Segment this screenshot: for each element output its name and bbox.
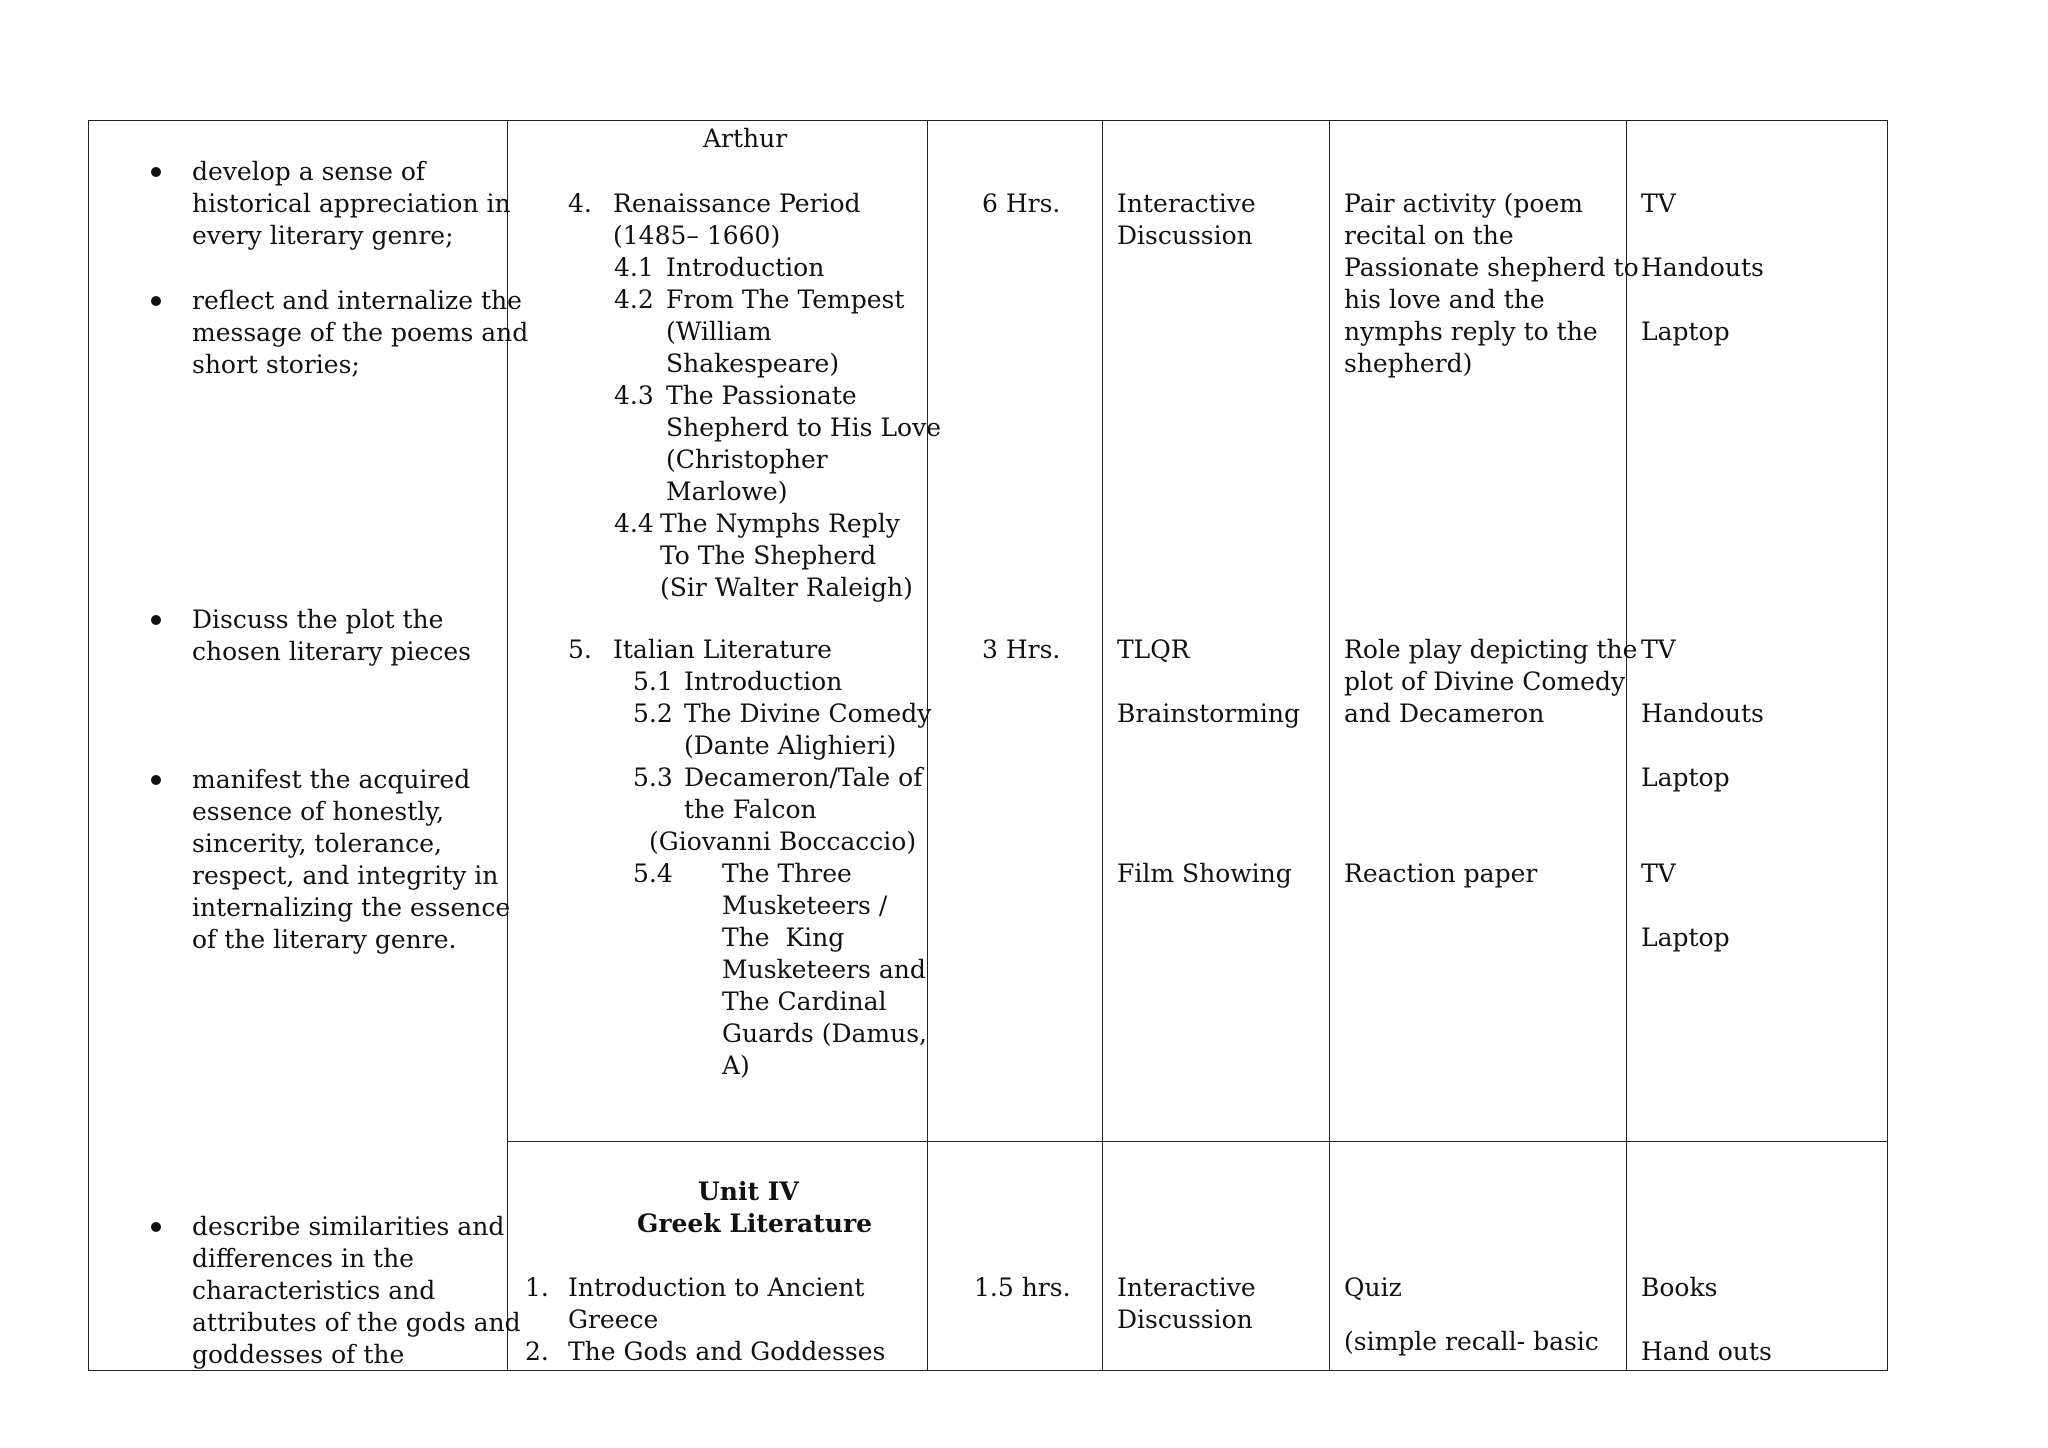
objective-line: sincerity, tolerance, [192, 829, 442, 858]
objective-line: manifest the acquired [192, 765, 471, 794]
resource-item: TV [1641, 859, 1676, 888]
item-line: (William [666, 317, 772, 346]
bullet-icon [151, 167, 161, 177]
strategy-text: Discussion [1117, 221, 1253, 250]
objective-line: Discuss the plot the [192, 605, 444, 634]
objective-line: describe similarities and [192, 1212, 505, 1241]
strategy-text: Interactive [1117, 189, 1256, 218]
resource-item: Handouts [1641, 253, 1764, 282]
item-number: 2. [525, 1337, 549, 1366]
item-line: (Dante Alighieri) [684, 731, 897, 760]
item-line: The Gods and Goddesses [568, 1337, 886, 1366]
bullet-icon [151, 1222, 161, 1232]
resource-item: Books [1641, 1273, 1718, 1302]
item-number: 4.3 [614, 381, 654, 410]
item-number: 5.1 [633, 667, 673, 696]
item-line: From The Tempest [666, 285, 905, 314]
strategy-text: Film Showing [1117, 859, 1292, 888]
item-number: 4.4 [614, 509, 654, 538]
item-number: 5.2 [633, 699, 673, 728]
item-line: Greece [568, 1305, 659, 1334]
objective-line: reflect and internalize the [192, 286, 522, 315]
item-line: Introduction [684, 667, 843, 696]
resource-item: TV [1641, 189, 1676, 218]
assessment-text: plot of Divine Comedy [1344, 667, 1626, 696]
row-divider [507, 1141, 1888, 1142]
objective-line: attributes of the gods and [192, 1308, 521, 1337]
unit-title: Unit IV [698, 1177, 799, 1206]
item-line: Shakespeare) [666, 349, 840, 378]
objective-line: internalizing the essence [192, 893, 511, 922]
objective-line: characteristics and [192, 1276, 436, 1305]
strategy-text: Brainstorming [1117, 699, 1301, 728]
resource-item: Laptop [1641, 763, 1730, 792]
resource-item: Hand outs [1641, 1337, 1772, 1366]
item-number: 5.3 [633, 763, 673, 792]
strategy-text: TLQR [1117, 635, 1190, 664]
unit-subtitle: Greek Literature [637, 1209, 873, 1238]
item-line: (Giovanni Boccaccio) [649, 827, 917, 856]
resource-item: Laptop [1641, 317, 1730, 346]
item-line: Shepherd to His Love [666, 413, 942, 442]
assessment-text: (simple recall- basic [1344, 1327, 1599, 1356]
resource-item: Laptop [1641, 923, 1730, 952]
time-allotment: 1.5 hrs. [974, 1273, 1071, 1302]
objective-line: differences in the [192, 1244, 414, 1273]
column-divider [1102, 120, 1103, 1371]
item-line: Introduction to Ancient [568, 1273, 865, 1302]
assessment-text: Passionate shepherd to [1344, 253, 1639, 282]
column-divider [1329, 120, 1330, 1371]
section-title: Italian Literature [613, 635, 832, 664]
item-number: 1. [525, 1273, 549, 1302]
content-continuation: Arthur [703, 124, 788, 153]
objective-line: every literary genre; [192, 221, 454, 250]
item-line: Decameron/Tale of [684, 763, 923, 792]
item-line: Musketeers / [722, 891, 888, 920]
objective-line: develop a sense of [192, 157, 426, 186]
item-line: (Sir Walter Raleigh) [660, 573, 913, 602]
strategy-text: Interactive [1117, 1273, 1256, 1302]
item-line: The Three [722, 859, 852, 888]
objective-line: essence of honestly, [192, 797, 445, 826]
objective-line: historical appreciation in [192, 189, 511, 218]
item-line: The Divine Comedy [684, 699, 932, 728]
item-line: Musketeers and [722, 955, 926, 984]
column-divider [927, 120, 928, 1371]
assessment-text: and Decameron [1344, 699, 1545, 728]
resource-item: Handouts [1641, 699, 1764, 728]
item-number: 4.2 [614, 285, 654, 314]
item-line: (Christopher [666, 445, 828, 474]
item-number: 5.4 [633, 859, 673, 888]
assessment-text: nymphs reply to the [1344, 317, 1598, 346]
time-allotment: 6 Hrs. [982, 189, 1061, 218]
assessment-text: Role play depicting the [1344, 635, 1638, 664]
strategy-text: Discussion [1117, 1305, 1253, 1334]
assessment-text: Reaction paper [1344, 859, 1538, 888]
section-title: Renaissance Period [613, 189, 861, 218]
objective-line: message of the poems and [192, 318, 529, 347]
item-line: The Nymphs Reply [660, 509, 900, 538]
assessment-text: recital on the [1344, 221, 1514, 250]
item-line: The Cardinal [722, 987, 887, 1016]
assessment-text: his love and the [1344, 285, 1545, 314]
bullet-icon [151, 296, 161, 306]
objective-line: short stories; [192, 350, 360, 379]
item-line: A) [722, 1051, 750, 1080]
item-number: 4.1 [614, 253, 654, 282]
item-line: Introduction [666, 253, 825, 282]
section-number: 4. [568, 189, 592, 218]
column-divider [1626, 120, 1627, 1371]
item-line: The Passionate [666, 381, 857, 410]
bullet-icon [151, 775, 161, 785]
item-line: Guards (Damus, [722, 1019, 927, 1048]
objective-line: chosen literary pieces [192, 637, 471, 666]
objective-line: goddesses of the [192, 1340, 405, 1369]
time-allotment: 3 Hrs. [982, 635, 1061, 664]
objective-line: of the literary genre. [192, 925, 457, 954]
assessment-text: Quiz [1344, 1273, 1402, 1302]
objective-line: respect, and integrity in [192, 861, 499, 890]
item-line: Marlowe) [666, 477, 788, 506]
item-line: the Falcon [684, 795, 817, 824]
item-line: To The Shepherd [660, 541, 877, 570]
item-line: The King [722, 923, 845, 952]
resource-item: TV [1641, 635, 1676, 664]
section-number: 5. [568, 635, 592, 664]
section-title: (1485– 1660) [613, 221, 781, 250]
bullet-icon [151, 615, 161, 625]
assessment-text: shepherd) [1344, 349, 1473, 378]
assessment-text: Pair activity (poem [1344, 189, 1583, 218]
